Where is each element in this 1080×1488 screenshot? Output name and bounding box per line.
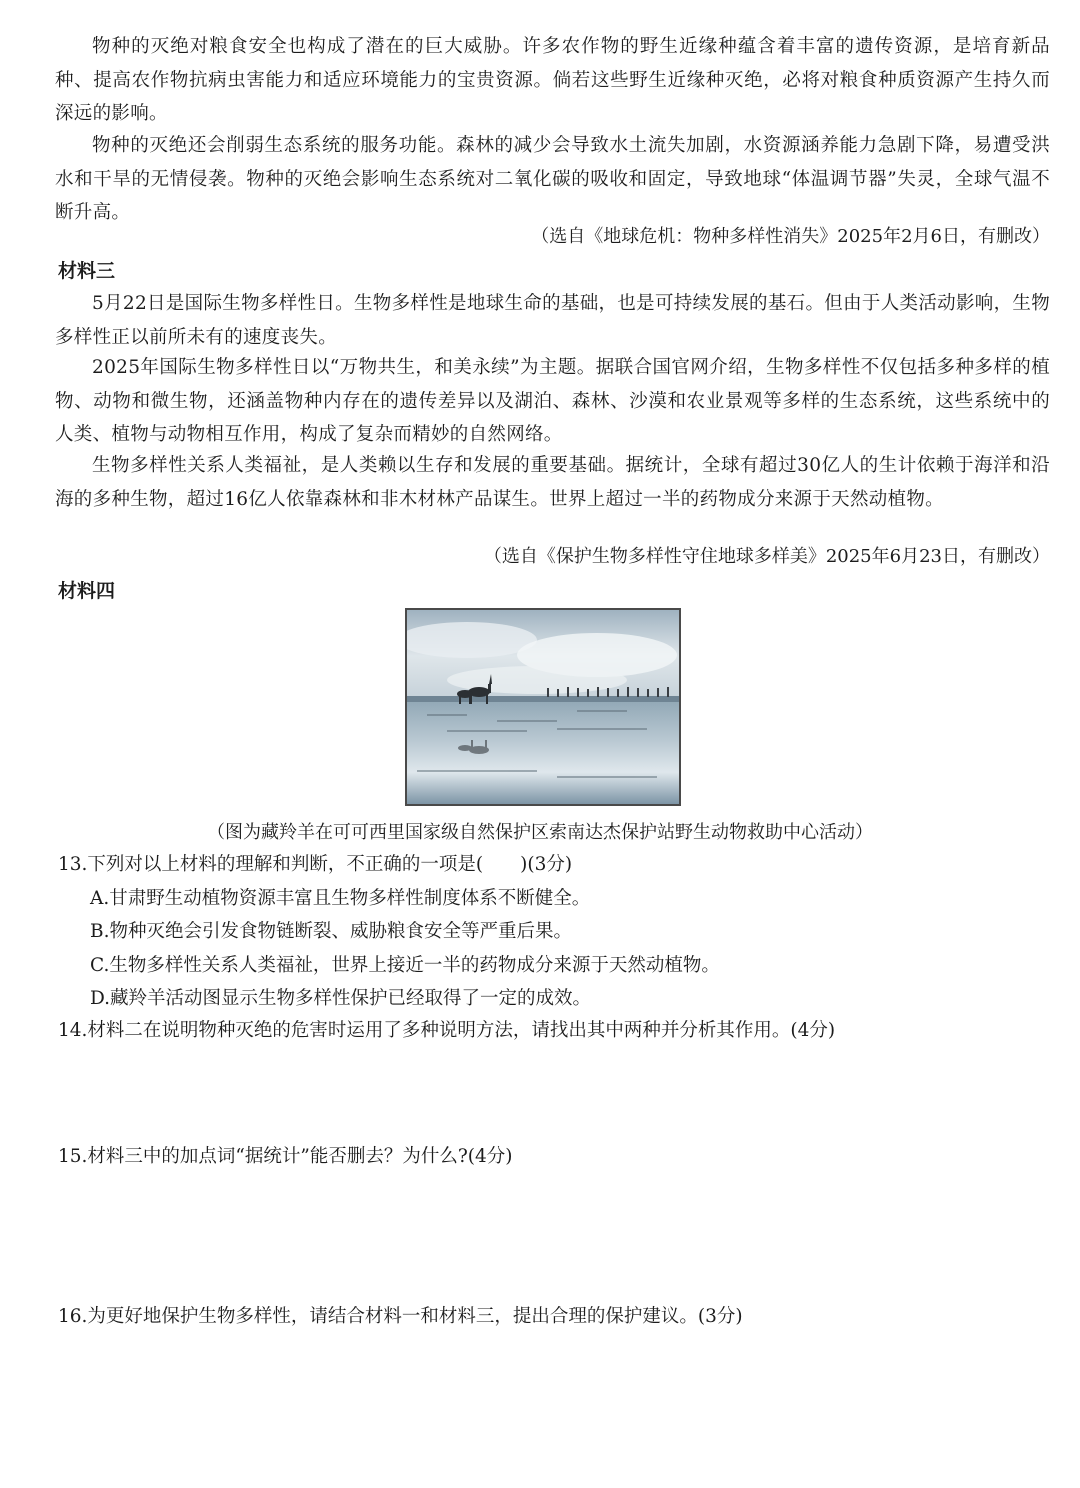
material3-paragraph-theme: 2025年国际生物多样性日以“万物共生，和美永续”为主题。据联合国官网介绍，生物多样性不仅包括多种多样的植物、动物和微生物，还涵盖物种内存在的遗传差异以及湖泊、森林、沙漠和农业景观等多样的生态系统，这些系统中的人类、植物与动物相互作用，构成了复杂而精妙的自然网络。 bbox=[55, 357, 1050, 445]
material2-source: （选自《地球危机：物种多样性消失》2025年2月6日，有删改） bbox=[531, 226, 1050, 247]
material4-heading: 材料四 bbox=[58, 580, 116, 602]
question-15: 15.材料三中的加点词“据统计”能否删去？为什么?(4分) bbox=[58, 1146, 513, 1167]
material2-paragraph-ecosystem: 物种的灭绝还会削弱生态系统的服务功能。森林的减少会导致水土流失加剧，水资源涵养能力急剧下降，易遭受洪水和干旱的无情侵袭。物种的灭绝会影响生态系统对二氧化碳的吸收和固定，导致地球“体温调节器”失灵，全球气温不断升高。 bbox=[55, 135, 1050, 223]
tibetan-antelope-photo bbox=[405, 608, 681, 806]
photo-caption: （图为藏羚羊在可可西里国家级自然保护区索南达杰保护站野生动物救助中心活动） bbox=[207, 822, 873, 843]
material3-source: （选自《保护生物多样性守住地球多样美》2025年6月23日，有删改） bbox=[483, 546, 1050, 567]
material3-paragraph-welfare: 生物多样性关系人类福祉，是人类赖以生存和发展的重要基础。据统计，全球有超过30亿人的生计依赖于海洋和沿海的多种生物，超过16亿人依靠森林和非木材林产品谋生。世界上超过一半的药物成分来源于天然动植物。 bbox=[55, 455, 1050, 510]
question-13-option-d: D.藏羚羊活动图显示生物多样性保护已经取得了一定的成效。 bbox=[90, 988, 592, 1009]
material3-paragraph-biodiversity-day: 5月22日是国际生物多样性日。生物多样性是地球生命的基础，也是可持续发展的基石。但由于人类活动影响，生物多样性正以前所未有的速度丧失。 bbox=[55, 293, 1050, 348]
question-13-stem: 13.下列对以上材料的理解和判断，不正确的一项是( )(3分) bbox=[58, 854, 573, 875]
question-16: 16.为更好地保护生物多样性，请结合材料一和材料三，提出合理的保护建议。(3分) bbox=[58, 1306, 743, 1327]
material2-paragraph-food-security: 物种的灭绝对粮食安全也构成了潜在的巨大威胁。许多农作物的野生近缘种蕴含着丰富的遗传资源，是培育新品种、提高农作物抗病虫害能力和适应环境能力的宝贵资源。倘若这些野生近缘种灭绝，必将对粮食种质资源产生持久而深远的影响。 bbox=[55, 36, 1050, 124]
question-13-option-a: A.甘肃野生动植物资源丰富且生物多样性制度体系不断健全。 bbox=[90, 888, 591, 909]
question-13-option-c: C.生物多样性关系人类福祉，世界上接近一半的药物成分来源于天然动植物。 bbox=[90, 955, 720, 976]
question-14: 14.材料二在说明物种灭绝的危害时运用了多种说明方法，请找出其中两种并分析其作用。(4分) bbox=[58, 1020, 836, 1041]
material3-heading: 材料三 bbox=[58, 260, 116, 282]
question-13-option-b: B.物种灭绝会引发食物链断裂、威胁粮食安全等严重后果。 bbox=[90, 921, 572, 942]
